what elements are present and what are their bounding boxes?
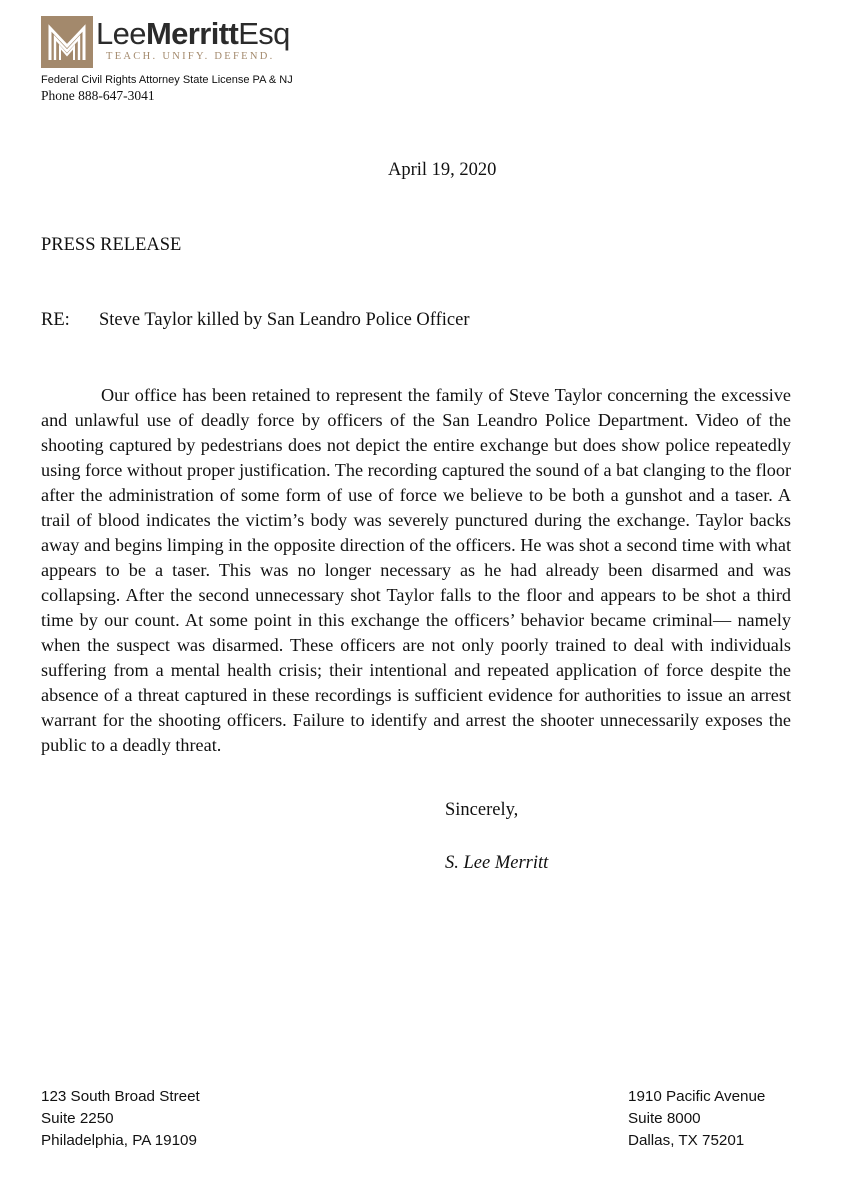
lm-monogram-icon <box>41 16 93 68</box>
document-heading: PRESS RELEASE <box>41 235 182 255</box>
address-dallas <box>628 1086 765 1152</box>
re-label: RE: <box>41 310 70 330</box>
letterhead <box>41 16 293 104</box>
address-philadelphia <box>41 1086 200 1152</box>
brand-tagline: TEACH. UNIFY. DEFEND. <box>106 51 275 62</box>
license-line: Federal Civil Rights Attorney State License PA & NJ <box>41 74 293 86</box>
address-line: 123 South Broad Street <box>41 1088 200 1105</box>
closing: Sincerely, <box>445 800 519 820</box>
address-line: Suite 8000 <box>628 1110 701 1127</box>
brand-last-name: Merritt <box>145 16 239 51</box>
phone-line: Phone 888-647-3041 <box>41 88 155 103</box>
re-line <box>41 310 470 331</box>
brand <box>96 17 290 62</box>
signature: S. Lee Merritt <box>445 853 549 873</box>
address-line: Philadelphia, PA 19109 <box>41 1132 197 1149</box>
re-subject: Steve Taylor killed by San Leandro Police Officer <box>99 310 470 330</box>
brand-first-name: Lee <box>96 16 146 51</box>
address-line: 1910 Pacific Avenue <box>628 1088 766 1105</box>
address-line: Dallas, TX 75201 <box>628 1132 745 1149</box>
body-paragraph: Our office has been retained to represent the family of Steve Taylor concerning the excessive and unlawful use of deadly force by officers of the San Leandro Police Department. Video of the shooting captured by pedestrians does not depict the entire exchange but does show police repeatedly using force without proper justification. The recording captured the sound of a bat clanging to the floor after the administration of some form of use of force we believe to be both a gunshot and a taser. A trail of blood indicates the victim’s body was severely punctured during the exchange. Taylor backs away and begins limping in the opposite direction of the officers. He was shot a second time with what appears to be a taser. This was no longer necessary as he had already been disarmed and was collapsing. After the second unnecessary shot Taylor falls to the floor and appears to be shot a third time by our count. At some point in this exchange the officers’ behavior became criminal— namely when the suspect was disarmed. These officers are not only poorly trained to deal with individuals suffering from a mental health crisis; their intentional and repeated application of force despite the absence of a threat captured in these recordings is sufficient evidence for authorities to issue an arrest warrant for the shooting officers. Failure to identify and arrest the shooter unnecessarily exposes the public to a deadly threat. <box>41 385 791 755</box>
brand-name <box>96 17 290 51</box>
brand-suffix: Esq <box>238 16 290 51</box>
address-line: Suite 2250 <box>41 1110 114 1127</box>
logo <box>41 16 293 68</box>
letter-date: April 19, 2020 <box>388 160 497 180</box>
